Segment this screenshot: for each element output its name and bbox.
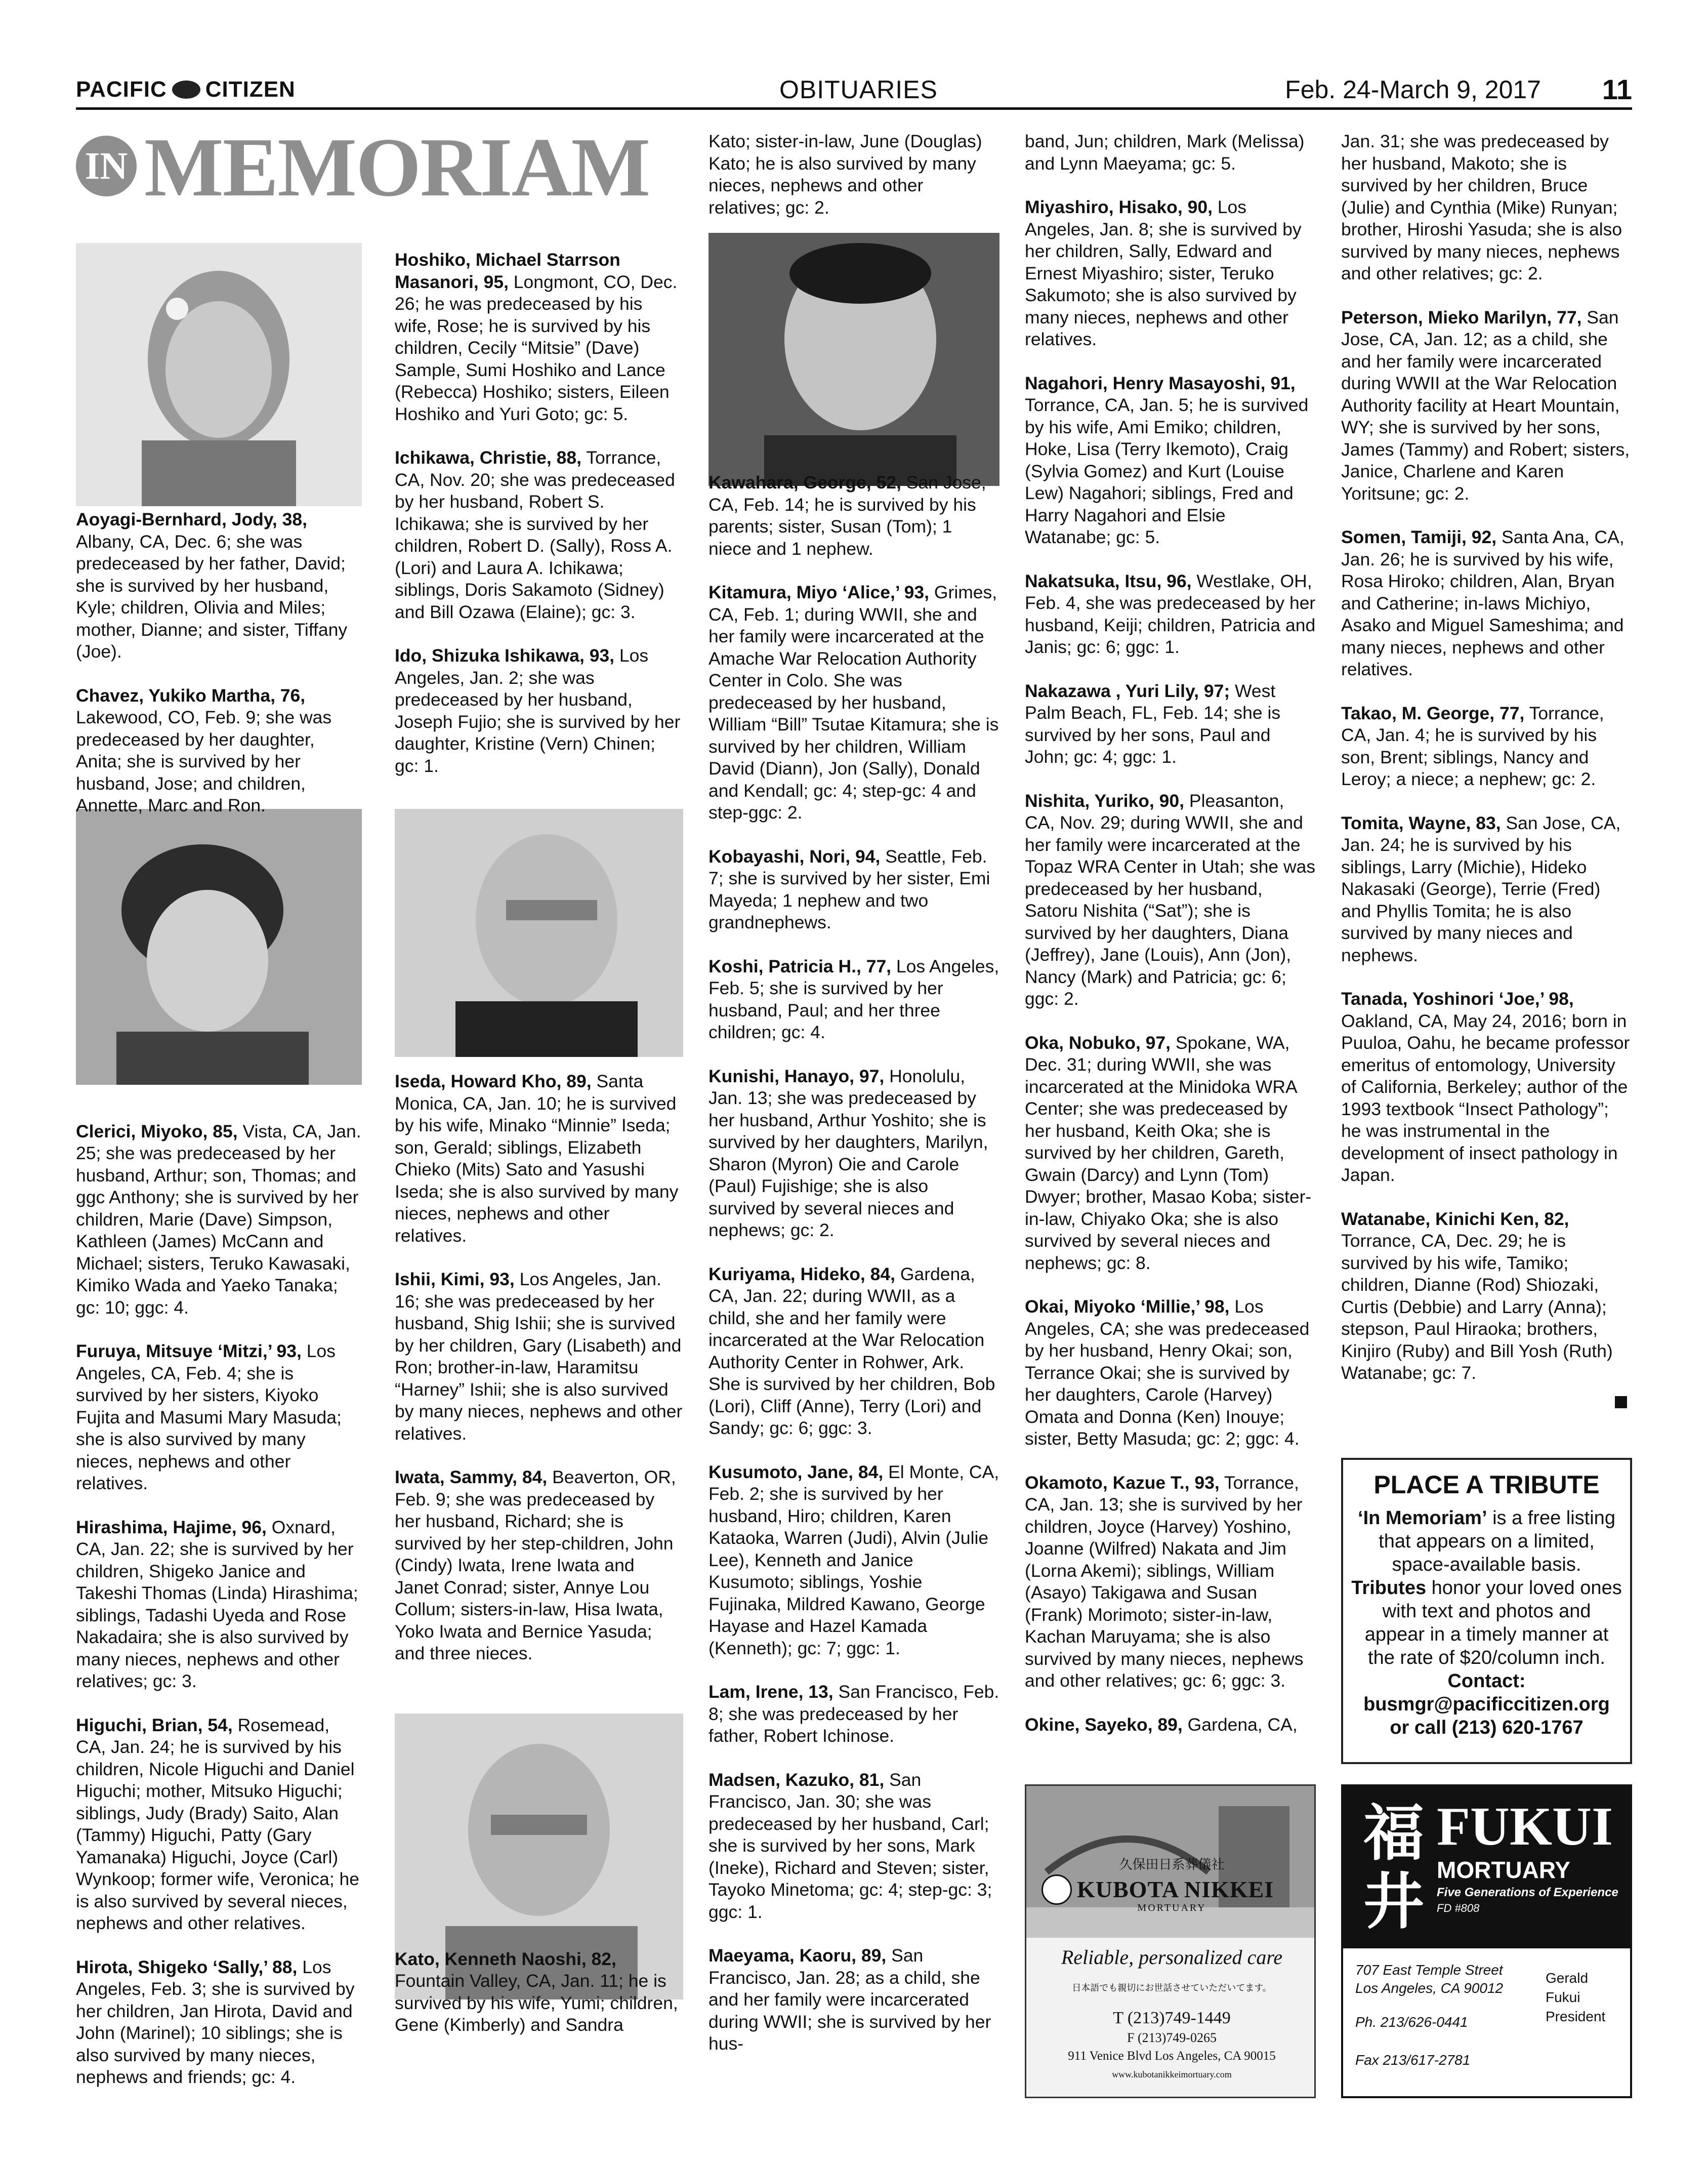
obituary-text: Pleasanton, CA, Nov. 29; during WWII, she and her family were incarcerated at the Topaz WRA Center in Utah; she was predeceased by her husband, Satoru Nishita (“Sat”); she is survived by her daughters, Diana (Jeffrey), Jane (Louis), Ann (Jon), Nancy (Mark) and Patricia; gc: 6; ggc: 2. [1025,790,1316,1009]
obituary-entry [1341,703,1632,791]
tribute-text-1: ‘In Memoriam’ is a free listing that appears on a limited, space-available basis. [1358,1507,1615,1575]
column-5-entries [1341,307,1632,1384]
obituary-entry [76,1121,362,1319]
obituary-entry [1025,1032,1316,1275]
obituary-text: Westlake, OH, Feb. 4, she was predeceased by her husband, Keiji; children, Patricia and Janis; gc: 6; ggc: 1. [1025,570,1316,657]
obit-continuation: band, Jun; children, Mark (Melissa) and Lynn Maeyama; gc: 5. [1025,131,1305,174]
obituary-name: Somen, Tamiji, 92, [1341,527,1497,547]
obituary-text: Los Angeles, Feb. 3; she is survived by her children, Jan Hirota, David and John (Marinel); 10 siblings; she is also survived by many nieces, nephews and friends; gc: 4. [76,1956,355,2087]
obituary-text: Oxnard, CA, Jan. 22; she is survived by her children, Shigeko Janice and Takeshi Thomas (Linda) Hirashima; siblings, Tadashi Uyeda and Rose Nakadaira; she is also survived by many nieces, nephews and other relatives; gc: 3. [76,1517,358,1691]
obituary-entry [1025,1714,1316,1736]
fukui-fax: Fax 213/617-2781 [1355,2052,1471,2068]
obituary-entry [709,582,999,824]
obituary-text: San Francisco, Feb. 8; she was predeceased by her father, Robert Ichinose. [709,1682,999,1746]
obituary-name: Ido, Shizuka Ishikawa, 93, [395,645,615,666]
obituary-name: Takao, M. George, 77, [1341,703,1525,723]
obituary-entry [709,1263,999,1440]
obituary-text: Seattle, Feb. 7; she is survived by her sister, Emi Mayeda; 1 nephew and two grandnephews. [709,846,990,932]
fukui-kanji: 福 井 [1363,1798,1424,1937]
obituary-entry [76,1714,362,1935]
obituary-name: Koshi, Patricia H., 77, [709,956,892,976]
tribute-text-2: Tributes honor your loved ones with text and photos and appear in a timely manner at the rate of $20/column inch. [1351,1577,1622,1668]
fukui-address: 707 East Temple Street Los Angeles, CA 90012 [1355,1962,1504,1996]
column-3-entries [709,472,999,2055]
obituary-name: Kawahara, George, 52, [709,472,901,493]
column-1 [76,509,362,2110]
fukui-tag: Five Generations of Experience [1437,1886,1618,1899]
obituary-entry [1341,1208,1632,1384]
fukui-phone: Ph. 213/626-0441 [1355,2014,1468,2030]
obituary-entry [709,846,999,934]
column-2 [395,249,683,2058]
tribute-phone: or call (213) 620-1767 [1390,1717,1584,1738]
logo-wave-icon [172,80,200,99]
obituary-entry [76,509,362,663]
obituary-text: Santa Ana, CA, Jan. 26; he is survived by his wife, Rosa Hiroko; children, Alan, Bryan and Catherine; in-laws Michiyo, Asako and Miguel Sameshima; and many nieces, nephews and other relatives. [1341,527,1624,679]
obituary-name: Hoshiko, Michael Starrson Masanori, 95, [395,250,620,292]
tribute-title: PLACE A TRIBUTE [1373,1471,1600,1499]
tribute-contact: Contact: [1447,1670,1526,1692]
obituary-text: Vista, CA, Jan. 25; she was predeceased by her husband, Arthur; son, Thomas; and ggc Anthony; she is survived by her children, Marie (Dave) Simpson, Kathleen (James) McCann and Michael; sisters, Teruko Kawasaki, Kimiko Wada and Yaeko Tanaka; gc: 10; ggc: 4. [76,1121,361,1318]
kubota-jp-name: 久保田日系葬儀社 [1119,1857,1225,1872]
obituary-name: Nagahori, Henry Masayoshi, 91, [1025,373,1296,393]
obituary-name: Okai, Miyoko ‘Millie,’ 98, [1025,1296,1230,1317]
obituary-name: Kunishi, Hanayo, 97, [709,1066,885,1086]
obituary-entry [1341,988,1632,1187]
column-4-entries [1025,196,1316,1736]
obituary-text: Rosemead, CA, Jan. 24; he is survived by his children, Nicole Higuchi and Daniel Higuchi; mother, Mitsuko Higuchi; siblings, Judy (Brady) Saito, Alan (Tammy) Higuchi, Patty (Gary Yamanaka) Higuchi, Joyce (Carl) Wynkoop; former wife, Veronica; he is also survived by several nieces, nephews and other relatives. [76,1714,360,1933]
obituary-entry [1025,373,1316,549]
obituary-entry [1025,680,1316,768]
obituary-name: Lam, Irene, 13, [709,1682,834,1702]
obituary-name: Hirashima, Hajime, 96, [76,1517,267,1537]
kubota-nikkei-ad [1025,1784,1316,2098]
kubota-fax: F (213)749-0265 [1127,2030,1217,2045]
obituary-name: Higuchi, Brian, 54, [76,1714,233,1735]
fukui-mortuary-ad [1341,1784,1632,2098]
obituary-text: Torrance, CA, Nov. 20; she was predeceased by her husband, Robert S. Ichikawa; she is survived by her children, Robert D. (Sally), Ross A. (Lori) and Laura A. Ichikawa; siblings, Doris Sakamoto (Sidney) and Bill Ozawa (Elaine); gc: 3. [395,447,675,622]
obituary-text: San Francisco, Jan. 30; she was predeceased by her husband, Carl; she is survived by her sons, Mark (Ineke), Richard and Steven; sister, Tayoko Minetoma; gc: 4; step-gc: 3; ggc: 1. [709,1769,992,1922]
obituary-entry [709,472,999,560]
obituary-entry [1025,790,1316,1010]
kubota-seal-icon [1042,1874,1072,1905]
obituary-entry [395,447,683,623]
obituary-text: Torrance, CA, Jan. 5; he is survived by his wife, Ami Emiko; children, Hoke, Lisa (Terry Ikemoto), Craig (Sylvia Gomez) and Kurt (Louise Lew) Nagahori; siblings, Fred and Harry Nagahori and Elsie Watanabe; gc: 5. [1025,395,1309,547]
portrait-woman-icon [76,243,362,506]
obituary-entry [395,1071,683,1247]
kubota-sub: MORTUARY [1137,1902,1206,1913]
obituary-text: San Jose, CA, Feb. 14; he is survived by his parents; sister, Susan (Tom); 1 niece and 1 nephew. [709,472,986,559]
obituary-entry [395,1466,683,1665]
obituary-text: Gardena, CA, Jan. 22; during WWII, as a child, she and her family were incarcerated at the War Relocation Authority Center in Rohwer, Ark. She is survived by her children, Bob (Lori), Cliff (Anne), Terry (Lori) and Sandy; gc: 6; ggc: 3. [709,1263,995,1438]
obituary-entry [76,1340,362,1495]
column-3 [709,131,999,2077]
kubota-name: KUBOTA NIKKEI [1077,1876,1274,1902]
header-rule [76,107,1632,110]
obituary-entry [709,1681,999,1747]
obituary-text: Los Angeles, Jan. 8; she is survived by her children, Sally, Edward and Ernest Miyashiro; sister, Teruko Sakumoto; she is also survived by many nieces, nephews and other relatives. [1025,197,1302,349]
tribute-email[interactable]: busmgr@pacificcitizen.org [1363,1694,1610,1715]
obituary-name: Iseda, Howard Kho, 89, [395,1071,592,1091]
obituary-name: Nakazawa , Yuri Lily, 97; [1025,680,1230,701]
obituary-text: Spokane, WA, Dec. 31; during WWII, she was incarcerated at the Minidoka WRA Center; she was predeceased by her husband, Keith Oka; she is survived by her children, Gareth, Gwain (Darcy) and Lynn (Tom) Dwyer; brother, Masao Koba; sister-in-law, Chiyako Oka; she is also survived by several nieces and nephews; gc: 8. [1025,1032,1312,1273]
column-5 [1341,131,1632,1406]
obituary-entry [1025,196,1316,351]
logo-right: CITIZEN [205,77,296,102]
obituary-name: Ishii, Kimi, 93, [395,1269,515,1289]
obituary-entry [709,1945,999,2055]
obituary-name: Peterson, Mieko Marilyn, 77, [1341,307,1582,328]
kubota-web[interactable]: www.kubotanikkeimortuary.com [1112,2069,1232,2079]
logo-left: PACIFIC [76,77,167,102]
memoriam-title: MEMORIAM [144,120,650,214]
obituary-entry [1341,526,1632,681]
obituary-entry [1341,812,1632,967]
section-title: OBITUARIES [779,75,938,104]
obituary-entry [1025,1296,1316,1450]
page-header [76,75,1632,105]
obituary-text: Santa Monica, CA, Jan. 10; he is survived by his wife, Minako “Minnie” Iseda; son, Gerald; siblings, Elizabeth Chieko (Mits) Sato and Yasushi Iseda; she is also survived by many nieces, nephews and other relatives. [395,1071,679,1246]
obituary-name: Furuya, Mitsuye ‘Mitzi,’ 93, [76,1341,302,1361]
obituary-text: Longmont, CO, Dec. 26; he was predeceased by his wife, Rose; he is survived by his children, Cecily “Mitsie” (Dave) Sample, Sumi Hoshiko and Lance (Rebecca) Hoshiko; sisters, Eileen Hoshiko and Yuri Goto; gc: 5. [395,271,678,424]
obituary-entry [709,956,999,1044]
obituary-entry [1025,570,1316,659]
obituary-name: Nishita, Yuriko, 90, [1025,790,1185,811]
kubota-tagline: Reliable, personalized care [1061,1946,1283,1969]
obituary-text: Los Angeles, Jan. 2; she was predeceased by her husband, Joseph Fujio; she is survived by her daughter, Kristine (Vern) Chinen; gc: 1. [395,645,681,776]
kubota-address: 911 Venice Blvd Los Angeles, CA 90015 [1068,2049,1276,2063]
obituary-name: Ichikawa, Christie, 88, [395,447,581,468]
obituary-name: Kato, Kenneth Naoshi, 82, [395,1948,616,1969]
obituary-entry [76,1956,362,2089]
fukui-name: FUKUI [1437,1796,1613,1857]
obituary-name: Madsen, Kazuko, 81, [709,1769,885,1790]
obit-continuation: Jan. 31; she was predeceased by her husband, Makoto; she is survived by her children, Bruce (Julie) and Cynthia (Mike) Runyan; brother, Hiroshi Yasuda; she is also survived by many nieces, nephews and other relatives; gc: 2. [1341,131,1622,283]
page-number: 11 [1602,73,1632,105]
obituary-name: Aoyagi-Bernhard, Jody, 38, [76,509,308,529]
in-memoriam-banner [76,120,683,214]
obituary-entry [395,645,683,777]
column-1-entries [76,509,362,2089]
obituary-entry [709,1769,999,1924]
obituary-text: Fountain Valley, CA, Jan. 11; he is survived by his wife, Yumi; children, Gene (Kimberly) and Sandra [395,1971,678,2035]
obituary-text: El Monte, CA, Feb. 2; she is survived by her husband, Hiro; children, Karen Kataoka, Warren (Judi), Alvin (Julie Lee), Kenneth and Janice Kusumoto; siblings, Yoshie Fujinaka, Mildred Kawano, George Hayase and Hazel Kamada (Kenneth); gc: 7; ggc: 1. [709,1461,999,1658]
obituary-text: Grimes, CA, Feb. 1; during WWII, she and her family were incarcerated at the Amache War Relocation Authority Center in Colo. She was predeceased by her husband, William “Bill” Tsutae Kitamura; she is survived by her children, William David (Diann), Jon (Sally), Donald and Kendall; gc: 4; step-gc: 4 and step-ggc: 2. [709,582,999,823]
obituary-name: Kusumoto, Jane, 84, [709,1461,884,1482]
obituary-entry [709,1461,999,1660]
obituary-text: Honolulu, Jan. 13; she was predeceased by her husband, Arthur Yoshito; she is survived by her daughters, Marilyn, Sharon (Myron) Oie and Carole (Paul) Fujishige; she is also survived by several nieces and nephews; gc: 2. [709,1066,988,1240]
obituary-text: Torrance, CA, Dec. 29; he is survived by his wife, Tamiko; children, Dianne (Rod) Shiozaki, Curtis (Debbie) and Larry (Anna); stepson, Paul Hiraoka; brothers, Kinjiro (Ruby) and Bill Yosh (Ruth) Watanabe; gc: 7. [1341,1231,1613,1383]
obituary-name: Miyashiro, Hisako, 90, [1025,197,1213,217]
obituary-text: Los Angeles, CA, Feb. 4; she is survived by her sisters, Kiyoko Fujita and Masumi Mary Masuda; she is also survived by many nieces, nephews and other relatives. [76,1341,342,1493]
obituary-name: Iwata, Sammy, 84, [395,1467,548,1487]
issue-date: Feb. 24-March 9, 2017 [1285,75,1541,104]
obituary-text: Gardena, CA, [1182,1714,1298,1735]
obituary-text: Torrance, CA, Jan. 4; he is survived by his son, Brent; siblings, Nancy and Leroy; a niece; a nephew; gc: 2. [1341,703,1604,789]
obituary-entry [395,1948,683,2036]
obituary-text: Los Angeles, Jan. 16; she was predeceased by her husband, Shig Ishii; she is survived by her children, Gary (Lisabeth) and Ron; brother-in-law, Haramitsu “Harney” Ishii; she is also survived by many nieces, nephews and other relatives. [395,1269,683,1444]
obituary-name: Oka, Nobuko, 97, [1025,1032,1171,1053]
obituary-entry [395,249,683,425]
obituary-entry [395,1269,683,1445]
column-2-entries [395,249,683,2036]
obituary-entry [76,685,362,817]
end-mark-icon [1615,1396,1627,1408]
obit-continuation: Kato; sister-in-law, June (Douglas) Kato; he is also survived by many nieces, nephews and other relatives; gc: 2. [709,131,982,218]
obituary-text: Los Angeles, CA; she was predeceased by her husband, Henry Okai; son, Terrance Okai; she is survived by her daughters, Carole (Harvey) Omata and Donna (Ken) Inouye; sister, Betty Masuda; gc: 2; ggc: 4. [1025,1296,1310,1449]
obituary-text: Los Angeles, Feb. 5; she is survived by her husband, Paul; and her three children; gc: 4. [709,956,999,1042]
obituary-text: West Palm Beach, FL, Feb. 14; she is survived by her sons, Paul and John; gc: 4; ggc: 1. [1025,680,1281,767]
obituary-name: Tanada, Yoshinori ‘Joe,’ 98, [1341,989,1574,1009]
obituary-text: San Jose, CA, Jan. 12; as a child, she and her family were incarcerated during WWII at the War Relocation Authority facility at Heart Mountain, WY; she is survived by her sons, James (Tammy) and Robert; sisters, Janice, Charlene and Karen Yoritsune; gc: 2. [1341,307,1630,504]
obituary-entry [1025,1472,1316,1692]
obituary-entry [76,1517,362,1693]
obituary-text: San Jose, CA, Jan. 24; he is survived by his siblings, Larry (Michie), Hideko Nakasaki (George), Terrie (Fred) and Phyllis Tomita; he is also survived by many nieces and nephews. [1341,812,1621,965]
obituary-name: Okamoto, Kazue T., 93, [1025,1472,1220,1493]
place-a-tribute-box [1341,1458,1632,1764]
obituary-text: Beaverton, OR, Feb. 9; she was predeceased by her husband, Richard; she is survived by her step-children, John (Cindy) Iwata, Irene Iwata and Janet Conrad; sister, Annye Lou Collum; sisters-in-law, Hisa Iwata, Yoko Iwata and Bernice Yasuda; and three nieces. [395,1467,676,1663]
obituary-name: Maeyama, Kaoru, 89, [709,1945,887,1966]
obituary-text: Oakland, CA, May 24, 2016; born in Puuloa, Oahu, he became professor emeritus of entomology, University of California, Berkeley; author of the 1993 textbook “Insect Pathology”; he was instrumental in the development of insect pathology in Japan. [1341,1010,1630,1185]
obituary-name: Chavez, Yukiko Martha, 76, [76,685,306,706]
obituary-name: Nakatsuka, Itsu, 96, [1025,570,1192,591]
obituary-text: Albany, CA, Dec. 6; she was predeceased by her father, David; she is survived by her husband, Kyle; children, Olivia and Miles; mother, Dianne; and sister, Tiffany (Joe). [76,531,348,662]
obituary-text: Torrance, CA, Jan. 13; she is survived by her children, Joyce (Harvey) Yoshino, Joanne (Wilfred) Nakata and Jim (Lorna Akemi); siblings, William (Asayo) Takigawa and Susan (Frank) Morimoto; sister-in-law, Kachan Maruyama; she is also survived by many nieces, nephews and other relatives; gc: 6; ggc: 3. [1025,1472,1304,1691]
column-4 [1025,131,1316,1758]
obituary-name: Okine, Sayeko, 89, [1025,1714,1183,1735]
obituary-entry [1341,307,1632,505]
kubota-tel: T (213)749-1449 [1113,2009,1231,2027]
fukui-president: Gerald Fukui President [1546,1970,1606,2024]
obituary-name: Kuriyama, Hideko, 84, [709,1263,895,1284]
obituary-name: Kobayashi, Nori, 94, [709,846,881,867]
obituary-name: Clerici, Miyoko, 85, [76,1121,238,1141]
obituary-name: Tomita, Wayne, 83, [1341,812,1501,833]
fukui-fd: FD #808 [1437,1902,1480,1914]
in-circle-icon: IN [76,136,137,196]
masthead-logo [76,77,296,102]
obituary-text: San Francisco, Jan. 28; as a child, she and her family were incarcerated during WWII; she is survived by her hus- [709,1945,991,2054]
kubota-jp-line: 日本語でも親切にお世話させていただいてます。 [1072,1983,1272,1993]
fukui-sub: MORTUARY [1437,1857,1571,1883]
obituary-entry [709,1066,999,1242]
obituary-text: Lakewood, CO, Feb. 9; she was predeceased by her daughter, Anita; she is survived by her husband, Jose; and children, Annette, Marc and Ron. [76,707,332,815]
obituary-name: Kitamura, Miyo ‘Alice,’ 93, [709,582,930,602]
obituary-name: Watanabe, Kinichi Ken, 82, [1341,1208,1569,1229]
photo-aoyagi-bernhard [76,243,362,506]
obituary-name: Hirota, Shigeko ‘Sally,’ 88, [76,1956,298,1977]
